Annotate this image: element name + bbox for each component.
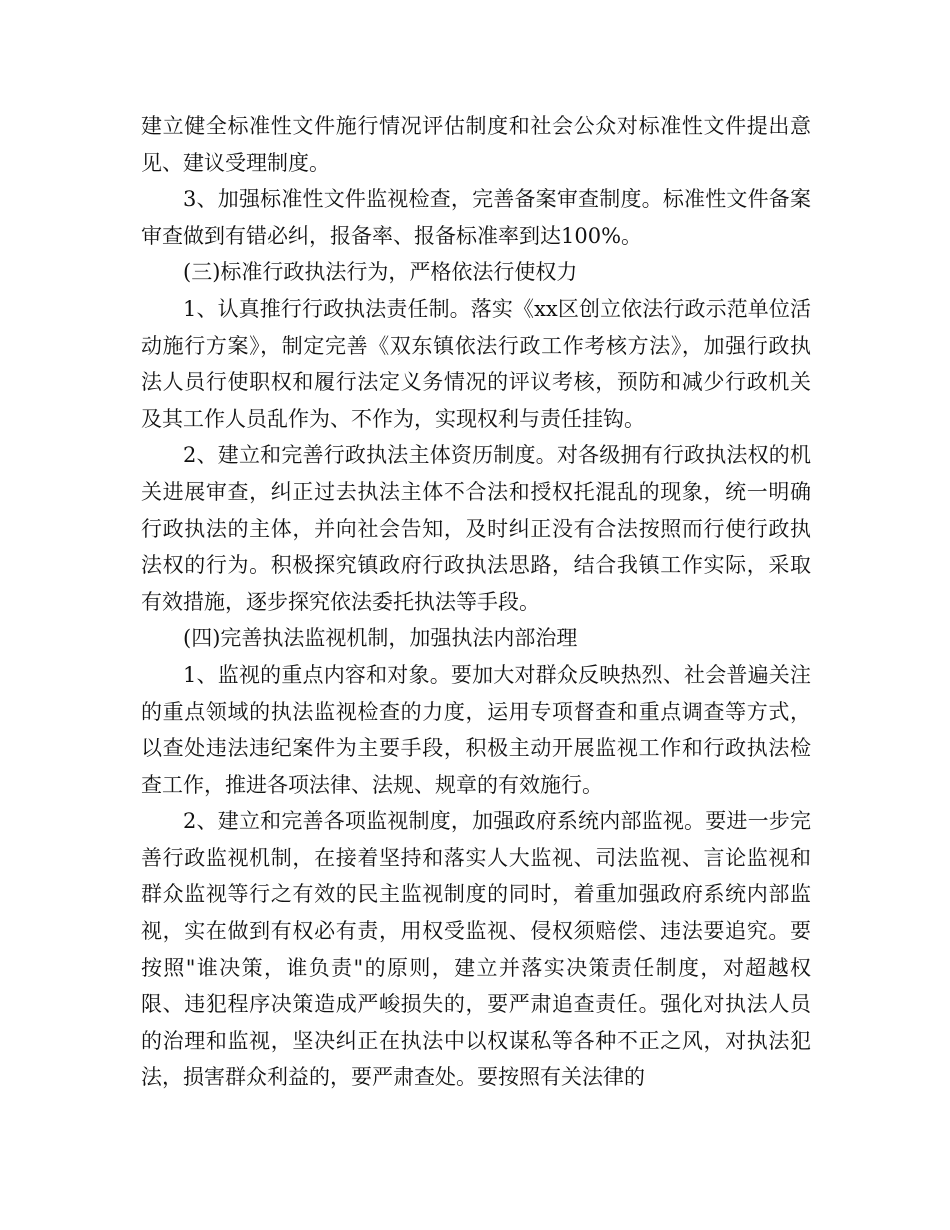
- paragraph: 2、建立和完善各项监视制度，加强政府系统内部监视。要进一步完善行政监视机制，在接着坚持和落实人大监视、司法监视、言论监视和群众监视等行之有效的民主监视制度的同时，着重加强政府系统内部监视，实在做到有权必有责，用权受监视、侵权须赔偿、违法要追究。要按照"谁决策，谁负责"的原则，建立并落实决策责任制度，对超越权限、违犯程序决策造成严峻损失的，要严肃追查责任。强化对执法人员的治理和监视，坚决纠正在执法中以权谋私等各种不正之风，对执法犯法，损害群众利益的，要严肃查处。要按照有关法律的: [141, 809, 811, 1090]
- section-heading: (三)标准行政执法行为，严格依法行使权力: [183, 260, 578, 285]
- paragraph: 建立健全标准性文件施行情况评估制度和社会公众对标准性文件提出意见、建议受理制度。: [141, 114, 811, 175]
- section-heading: (四)完善执法监视机制，加强执法内部治理: [183, 626, 578, 651]
- document-body: [141, 108, 811, 1096]
- paragraph: 1、认真推行行政执法责任制。落实《xx区创立依法行政示范单位活动施行方案》，制定完善《双东镇依法行政工作考核方法》，加强行政执法人员行使职权和履行法定义务情况的评议考核，预防和减少行政机关及其工作人员乱作为、不作为，实现权利与责任挂钩。: [141, 296, 811, 431]
- paragraph: 2、建立和完善行政执法主体资历制度。对各级拥有行政执法权的机关进展审查，纠正过去执法主体不合法和授权托混乱的现象，统一明确行政执法的主体，并向社会告知，及时纠正没有合法按照而行使行政执法权的行为。积极探究镇政府行政执法思路，结合我镇工作实际，采取有效措施，逐步探究依法委托执法等手段。: [141, 443, 811, 614]
- paragraph: 1、监视的重点内容和对象。要加大对群众反映热烈、社会普遍关注的重点领域的执法监视检查的力度，运用专项督查和重点调查等方式，以查处违法违纪案件为主要手段，积极主动开展监视工作和行政执法检查工作，推进各项法律、法规、规章的有效施行。: [141, 662, 811, 797]
- paragraph: 3、加强标准性文件监视检查，完善备案审查制度。标准性文件备案审查做到有错必纠，报备率、报备标准率到达100%。: [141, 187, 811, 248]
